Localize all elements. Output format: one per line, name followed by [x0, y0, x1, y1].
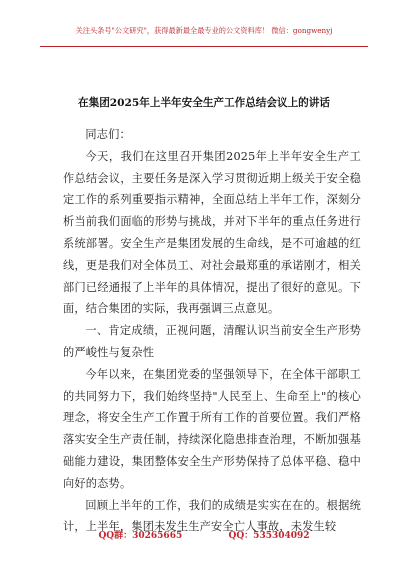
footer-contact [0, 528, 408, 541]
footer-qq-group: QQ群：30265665 [98, 531, 183, 541]
section-heading-1: 一、肯定成绩，正视问题，清醒认识当前安全生产形势的严峻性与复杂性 [63, 324, 361, 359]
header-divider [40, 46, 368, 47]
document-title: 在集团2025年上半年安全生产工作总结会议上的讲话 [78, 97, 330, 109]
header-banner: 关注头条号"公文研究"，获得最新最全最专业的公文资料库！ 微信：gongwenyj [75, 26, 333, 35]
document-body [63, 124, 361, 538]
footer-qq: QQ：535304092 [228, 531, 310, 541]
paragraph-3: 回顾上半年的工作，我们的成绩是实实在在的。根据统计，上半年，集团未发生生产安全亡人事故，未发生较 [63, 498, 361, 534]
paragraph-1: 今天，我们在这里召开集团2025年上半年安全生产工作总结会议，主要任务是深入学习贯彻近期上级关于安全稳定工作的系列重要指示精神，全面总结上半年工作，深刻分析当前我们面临的形势与挑战，并对下半年的重点任务进行系统部署。安全生产是集团发展的生命线，是不可逾越的红线，更是我们对全体员工、对社会最郑重的承诺刚才，相关部门已经通报了上半年的具体情况，提出了很好的意见。下面，结合集团的实际，我再强调三点意见。 [63, 149, 361, 316]
paragraph-2: 今年以来，在集团党委的坚强领导下，在全体干部职工的共同努力下，我们始终坚持"人民至上、生命至上"的核心理念，将安全生产工作置于所有工作的首要位置。我们严格落实安全生产责任制，持续深化隐患排查治理，不断加强基础能力建设，集团整体安全生产形势保持了总体平稳、稳中向好的态势。 [63, 367, 361, 490]
salutation: 同志们： [85, 128, 131, 141]
